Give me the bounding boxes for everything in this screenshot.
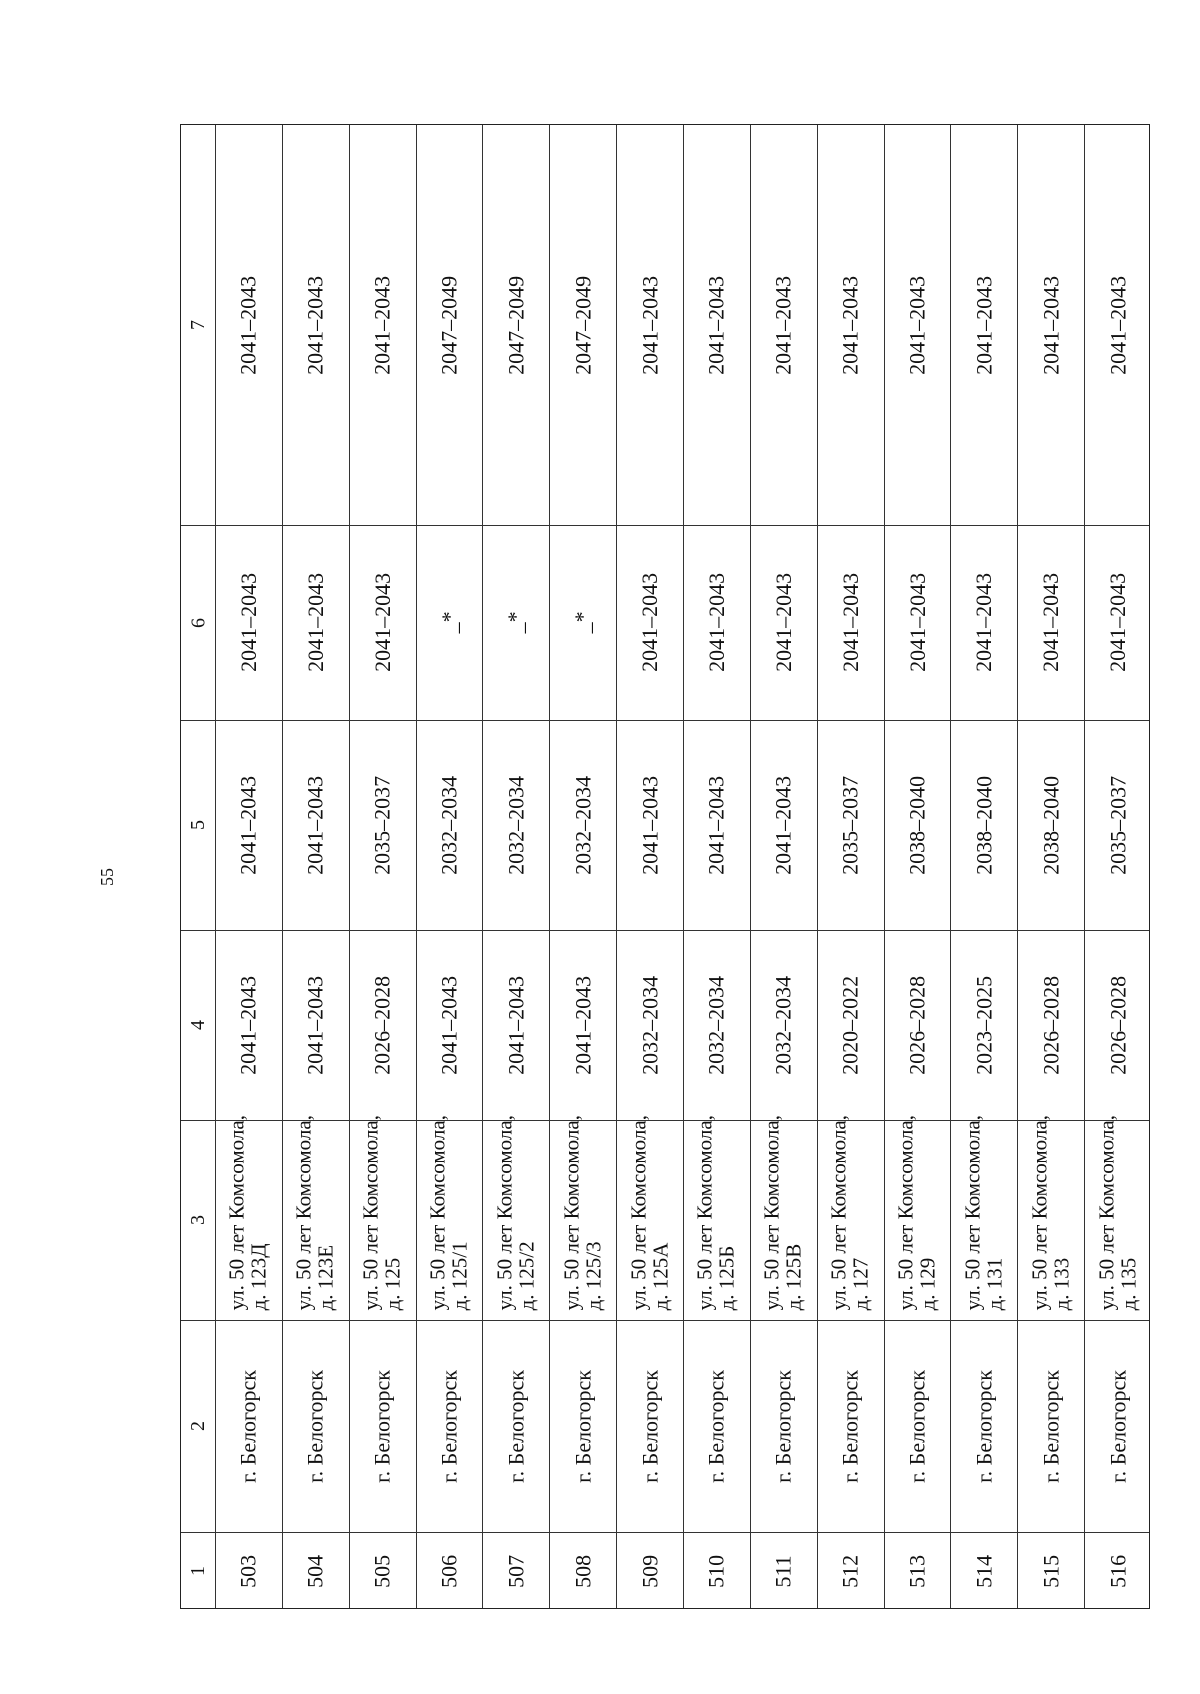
period-cell-c4: 2041–2043 [302, 975, 328, 1075]
row-number-cell: 513 [904, 1554, 930, 1588]
address-cell [549, 1114, 616, 1320]
period-cell-c7: 2041–2043 [637, 275, 663, 375]
address-street: ул. 50 лет Комсомола, [425, 1114, 450, 1310]
period-cell-c4: 2023–2025 [971, 975, 997, 1075]
address-street: ул. 50 лет Комсомола, [359, 1114, 384, 1310]
period-cell-c6: _* [436, 611, 462, 634]
city-cell: г. Белогорск [503, 1369, 529, 1483]
column-divider [181, 525, 1149, 526]
city-cell: г. Белогорск [1105, 1369, 1131, 1483]
column-divider [181, 720, 1149, 721]
address-house: д. 123Е [314, 1244, 339, 1310]
period-cell-c5: 2041–2043 [637, 775, 663, 875]
period-cell-c7: 2041–2043 [971, 275, 997, 375]
address-cell [884, 1114, 951, 1320]
address-cell [282, 1114, 349, 1320]
period-cell-c4: 2041–2043 [570, 975, 596, 1075]
address-street: ул. 50 лет Комсомола, [626, 1114, 651, 1310]
row-number-cell: 507 [503, 1554, 529, 1588]
period-cell-c6: 2041–2043 [770, 572, 796, 672]
city-cell: г. Белогорск [904, 1369, 930, 1483]
period-cell-c6: 2041–2043 [369, 572, 395, 672]
period-cell-c4: 2032–2034 [637, 975, 663, 1075]
city-cell: г. Белогорск [302, 1369, 328, 1483]
column-divider [181, 930, 1149, 931]
row-number-cell: 512 [837, 1554, 863, 1588]
period-cell-c4: 2041–2043 [436, 975, 462, 1075]
period-cell-c5: 2032–2034 [503, 775, 529, 875]
address-street: ул. 50 лет Комсомола, [559, 1114, 584, 1310]
column-divider [181, 1320, 1149, 1321]
address-street: ул. 50 лет Комсомола, [492, 1114, 517, 1310]
period-cell-c5: 2032–2034 [436, 775, 462, 875]
row-number-cell: 504 [302, 1554, 328, 1588]
column-header: 1 [186, 1566, 209, 1576]
city-cell: г. Белогорск [837, 1369, 863, 1483]
row-number-cell: 510 [703, 1554, 729, 1588]
period-cell-c4: 2032–2034 [703, 975, 729, 1075]
period-cell-c7: 2041–2043 [235, 275, 261, 375]
period-cell-c7: 2041–2043 [1105, 275, 1131, 375]
address-house: д. 123Д [247, 1242, 272, 1310]
address-cell [1017, 1114, 1084, 1320]
period-cell-c4: 2020–2022 [837, 975, 863, 1075]
row-number-cell: 516 [1105, 1554, 1131, 1588]
address-house: д. 125А [648, 1242, 673, 1310]
address-cell [750, 1114, 817, 1320]
city-cell: г. Белогорск [971, 1369, 997, 1483]
city-cell: г. Белогорск [770, 1369, 796, 1483]
period-cell-c4: 2026–2028 [904, 975, 930, 1075]
address-cell [215, 1114, 282, 1320]
column-header: 2 [186, 1421, 209, 1431]
row-number-cell: 508 [570, 1554, 596, 1588]
address-house: д. 133 [1049, 1257, 1074, 1310]
period-cell-c5: 2038–2040 [1038, 775, 1064, 875]
address-street: ул. 50 лет Комсомола, [292, 1114, 317, 1310]
period-cell-c7: 2041–2043 [837, 275, 863, 375]
column-header: 5 [186, 820, 209, 830]
address-house: д. 127 [849, 1257, 874, 1310]
column-header: 3 [186, 1215, 209, 1225]
period-cell-c6: _* [503, 611, 529, 634]
row-number-cell: 511 [770, 1554, 796, 1588]
period-cell-c5: 2041–2043 [703, 775, 729, 875]
period-cell-c4: 2026–2028 [1105, 975, 1131, 1075]
period-cell-c5: 2038–2040 [904, 775, 930, 875]
period-cell-c6: 2041–2043 [302, 572, 328, 672]
period-cell-c7: 2047–2049 [503, 275, 529, 375]
city-cell: г. Белогорск [235, 1369, 261, 1483]
period-cell-c7: 2041–2043 [1038, 275, 1064, 375]
column-header: 7 [186, 320, 209, 330]
period-cell-c5: 2032–2034 [570, 775, 596, 875]
period-cell-c5: 2035–2037 [837, 775, 863, 875]
column-divider [181, 1532, 1149, 1533]
period-cell-c6: 2041–2043 [904, 572, 930, 672]
period-cell-c6: 2041–2043 [1038, 572, 1064, 672]
period-cell-c4: 2041–2043 [235, 975, 261, 1075]
city-cell: г. Белогорск [436, 1369, 462, 1483]
period-cell-c6: 2041–2043 [637, 572, 663, 672]
address-cell [616, 1114, 683, 1320]
address-cell [683, 1114, 750, 1320]
address-cell [950, 1114, 1017, 1320]
column-header: 4 [186, 1020, 209, 1030]
city-cell: г. Белогорск [369, 1369, 395, 1483]
row-number-cell: 505 [369, 1554, 395, 1588]
period-cell-c7: 2047–2049 [570, 275, 596, 375]
row-number-cell: 506 [436, 1554, 462, 1588]
period-cell-c4: 2041–2043 [503, 975, 529, 1075]
page-number: 55 [96, 868, 117, 886]
period-cell-c6: 2041–2043 [235, 572, 261, 672]
address-house: д. 125/3 [581, 1240, 606, 1310]
address-street: ул. 50 лет Комсомола, [960, 1114, 985, 1310]
city-cell: г. Белогорск [570, 1369, 596, 1483]
period-cell-c4: 2026–2028 [369, 975, 395, 1075]
period-cell-c7: 2041–2043 [703, 275, 729, 375]
column-divider [181, 1120, 1149, 1121]
address-cell [416, 1114, 483, 1320]
address-cell [817, 1114, 884, 1320]
period-cell-c6: 2041–2043 [703, 572, 729, 672]
address-house: д. 125В [782, 1243, 807, 1310]
address-house: д. 129 [916, 1257, 940, 1310]
period-cell-c4: 2032–2034 [770, 975, 796, 1075]
address-house: д. 131 [982, 1257, 1007, 1310]
address-street: ул. 50 лет Комсомола, [893, 1114, 918, 1310]
address-street: ул. 50 лет Комсомола, [1094, 1114, 1119, 1310]
address-house: д. 135 [1116, 1257, 1141, 1310]
period-cell-c5: 2035–2037 [369, 775, 395, 875]
row-number-cell: 509 [637, 1554, 663, 1588]
address-house: д. 125/2 [514, 1240, 539, 1310]
row-number-cell: 515 [1038, 1554, 1064, 1588]
address-house: д. 125 [381, 1257, 406, 1310]
period-cell-c6: _* [570, 611, 596, 634]
address-cell [482, 1114, 549, 1320]
row-number-cell: 503 [235, 1554, 261, 1588]
period-cell-c6: 2041–2043 [1105, 572, 1131, 672]
address-street: ул. 50 лет Комсомола, [225, 1114, 250, 1310]
city-cell: г. Белогорск [1038, 1369, 1064, 1483]
address-street: ул. 50 лет Комсомола, [827, 1114, 852, 1310]
address-street: ул. 50 лет Комсомола, [760, 1114, 785, 1310]
period-cell-c5: 2041–2043 [235, 775, 261, 875]
address-street: ул. 50 лет Комсомола, [693, 1114, 718, 1310]
period-cell-c5: 2035–2037 [1105, 775, 1131, 875]
period-cell-c7: 2041–2043 [770, 275, 796, 375]
period-cell-c7: 2041–2043 [369, 275, 395, 375]
period-cell-c6: 2041–2043 [837, 572, 863, 672]
period-cell-c6: 2041–2043 [971, 572, 997, 672]
address-cell [349, 1114, 416, 1320]
period-cell-c7: 2041–2043 [302, 275, 328, 375]
address-house: д. 125Б [715, 1245, 740, 1310]
city-cell: г. Белогорск [637, 1369, 663, 1483]
period-cell-c7: 2041–2043 [904, 275, 930, 375]
address-street: ул. 50 лет Комсомола, [1027, 1114, 1052, 1310]
period-cell-c7: 2047–2049 [436, 275, 462, 375]
period-cell-c5: 2038–2040 [971, 775, 997, 875]
address-house: д. 125/1 [448, 1240, 472, 1310]
period-cell-c5: 2041–2043 [302, 775, 328, 875]
address-cell [1084, 1114, 1151, 1320]
row-number-cell: 514 [971, 1554, 997, 1588]
data-table [180, 124, 1150, 1609]
period-cell-c4: 2026–2028 [1038, 975, 1064, 1075]
city-cell: г. Белогорск [703, 1369, 729, 1483]
period-cell-c5: 2041–2043 [770, 775, 796, 875]
column-header: 6 [186, 617, 209, 628]
